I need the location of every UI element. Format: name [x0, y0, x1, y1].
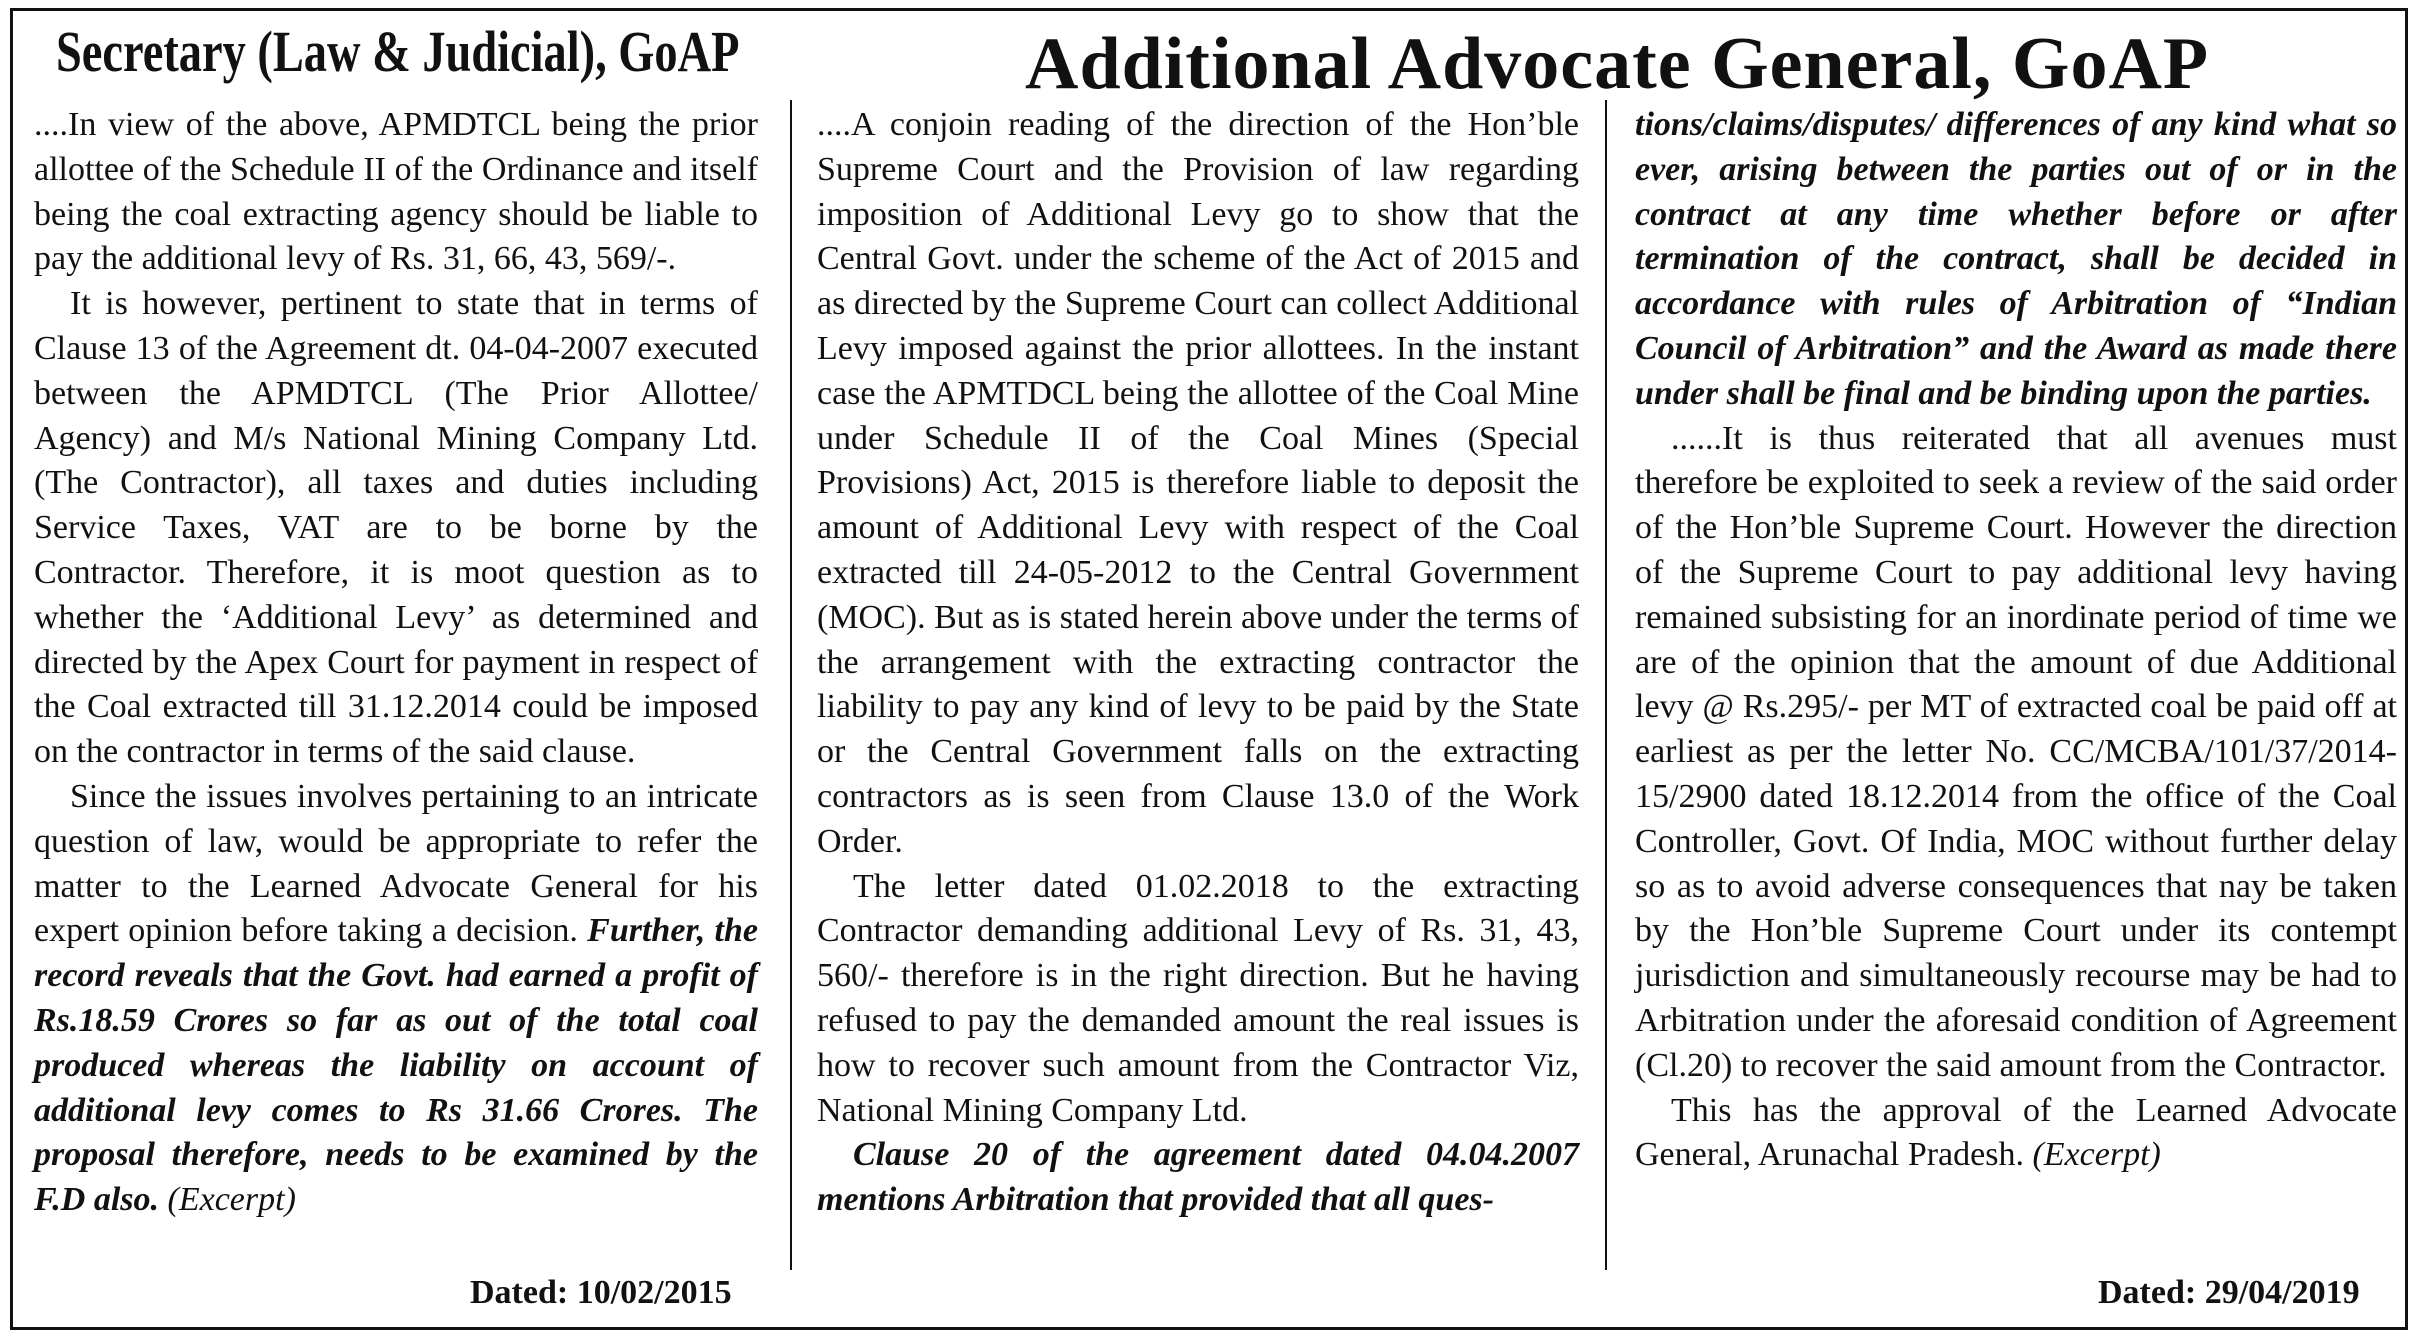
middle-paragraph-1: ....A conjoin reading of the direction of the Hon’ble Supreme Court and the Provision of law regarding imposition of Additional Levy go to show that the Central Govt. under the scheme of the Act of 2015 and as directed by the Supreme Court can collect Additional Levy imposed against the prior allottees. In the instant case the APMTDCL being the allottee of the Coal Mine under Schedule II of the Coal Mines (Special Provisions) Act, 2015 is therefore liable to deposit the amount of Additional Levy with respect of the Coal extracted till 24-05-2012 to the Central Government (MOC). But as is stated herein above under the terms of the arrangement with the extracting contractor the liability to pay any kind of levy to be paid by the State or the Central Government falls on the extracting contractors as is seen from Clause 13.0 of the Work Order. — [817, 106, 1579, 860]
right-heading: Additional Advocate General, GoAP — [1025, 23, 2210, 105]
left-paragraph-3-excerpt: (Excerpt) — [159, 1181, 296, 1219]
left-paragraph-2: It is however, pertinent to state that in terms of Clause 13 of the Agreement dt. 04-04-2007 executed between the APMDTCL (The Prior Allottee/ Agency) and M/s National Mining Company Ltd. (The Contractor), all taxes and duties including Service Taxes, VAT are to be borne by the Contractor. Therefore, it is moot question as to whether the ‘Additional Levy’ as determined and directed by the Apex Court for payment in respect of the Coal extracted till 31.12.2014 could be imposed on the contractor in terms of the said clause. — [34, 285, 758, 771]
left-column — [34, 103, 758, 1223]
right-paragraph-2: ......It is thus reiterated that all avenues must therefore be exploited to seek a review of the said order of the Hon’ble Supreme Court. However the direction of the Supreme Court to pay additional levy having remained subsisting for an inordinate period of time we are of the opinion that the amount of due Additional levy @ Rs.295/- per MT of extracted coal be paid off at earliest as per the letter No. CC/MCBA/101/37/2014-15/2900 dated 18.12.2014 from the office of the Coal Controller, Govt. Of India, MOC without further delay so as to avoid adverse consequences that nay be taken by the Hon’ble Supreme Court under its contempt jurisdiction and simultaneously recourse may be had to Arbitration under the aforesaid condition of Agreement (Cl.20) to recover the said amount from the Contractor. — [1635, 419, 2397, 1084]
right-paragraph-1: tions/claims/disputes/ differences of any kind what so ever, arising between the parties out of or in the contract at any time whether before or after termination of the contract, shall be decided in accordance with rules of Arbitration of “Indian Council of Arbitration” and the Award as made there under shall be final and be binding upon the parties. — [1635, 106, 2397, 412]
right-paragraph-3-text: This has the approval of the Learned Advocate General, Arunachal Pradesh. — [1635, 1091, 2397, 1174]
right-dated: Dated: 29/04/2019 — [2098, 1274, 2360, 1311]
left-dated: Dated: 10/02/2015 — [470, 1274, 732, 1311]
middle-paragraph-3: Clause 20 of the agreement dated 04.04.2007 mentions Arbitration that provided that all ques- — [817, 1136, 1579, 1219]
middle-paragraph-2: The letter dated 01.02.2018 to the extracting Contractor demanding additional Levy of Rs. 31, 43, 560/- therefore is in the right direction. But he having refused to pay the demanded amount the real issues is how to recover such amount from the Contractor Viz, National Mining Company Ltd. — [817, 867, 1579, 1129]
column-divider-right — [1605, 100, 1607, 1270]
right-column — [1635, 103, 2397, 1178]
left-heading: Secretary (Law & Judicial), GoAP — [56, 19, 740, 84]
column-divider-left — [790, 100, 792, 1270]
left-paragraph-3-emphasis: Further, the record reveals that the Govt. had earned a profit of Rs.18.59 Crores so far as out of the total coal produced whereas the liability on account of additional levy comes to Rs 31.66 Crores. The proposal therefore, needs to be examined by the F.D also. — [34, 912, 758, 1219]
right-paragraph-3 — [1635, 1089, 2397, 1179]
left-paragraph-3-text: Since the issues involves pertaining to an intricate question of law, would be appropriate to refer the matter to the Learned Advocate General for his expert opinion before taking a decision. — [34, 777, 758, 950]
middle-column — [817, 103, 1579, 1223]
right-paragraph-3-excerpt: (Excerpt) — [2023, 1136, 2161, 1174]
left-paragraph-1: ....In view of the above, APMDTCL being the prior allottee of the Schedule II of the Ordinance and itself being the coal extracting agency should be liable to pay the additional levy of Rs. 31, 66, 43, 569/-. — [34, 106, 758, 278]
left-paragraph-3 — [34, 775, 758, 1223]
